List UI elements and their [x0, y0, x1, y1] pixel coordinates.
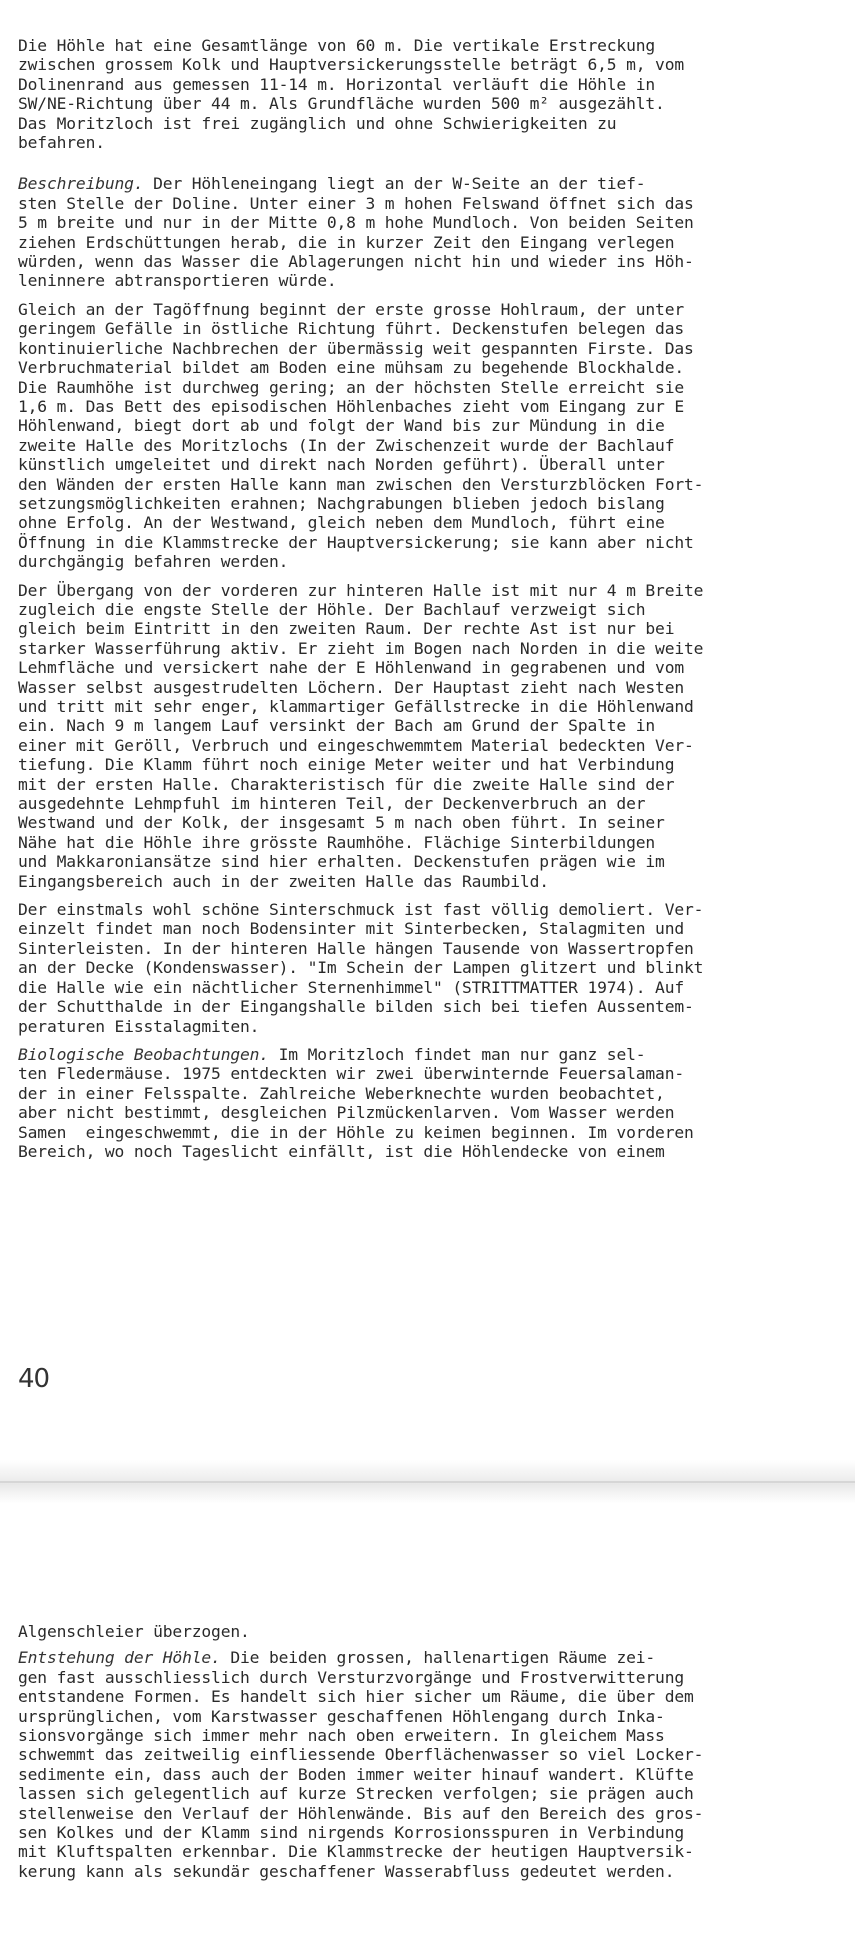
- page-break-divider: [0, 1481, 855, 1483]
- page-40: [18, 36, 848, 1170]
- paragraph-dimensions: Die Höhle hat eine Gesamtlänge von 60 m. Die vertikale Erstreckung zwischen grossem Kolk und Hauptversickerungsstelle beträgt 6,5 m, vom Dolinenrand aus gemessen 11-14 m. Horizontal verläuft die Höhle in SW/NE-Richtung über 44 m. Als Grundfläche wurden 500 m² ausgezählt. Das Moritzloch ist frei zugänglich und ohne Schwierigkeiten zu befahren.: [18, 36, 684, 153]
- paragraph-first-hall: Gleich an der Tagöffnung beginnt der erste grosse Hohlraum, der unter geringem Gefälle in östliche Richtung führt. Deckenstufen belegen das kontinuierliche Nachbrechen der übermässig weit gespannten Firste. Das Verbruchmaterial bildet am Boden eine mühsam zu begehende Blockhalde. Die Raumhöhe ist durchweg gering; an der höchsten Stelle erreicht sie 1,6 m. Das Bett des episodischen Höhlenbaches zieht vom Eingang zur E Höhlenwand, biegt dort ab und folgt der Wand bis zur Mündung in die zweite Halle des Moritzlochs (In der Zwischenzeit wurde der Bachlauf künstlich umgeleitet und direkt nach Norden geführt). Überall unter den Wänden der ersten Halle kann man zwischen den Versturzblöcken Fort- setzungsmöglichkeiten erahnen; Nachgrabungen blieben jedoch bislang ohne Erfolg. An der Westwand, gleich neben dem Mundloch, führt eine Öffnung in die Klammstrecke der Hauptversickerung; sie kann aber nicht durchgängig befahren werden.: [18, 299, 704, 572]
- paragraph-beschreibung: [18, 174, 848, 290]
- paragraph-continuation: Algenschleier überzogen.: [18, 1622, 250, 1641]
- paragraph-entstehung: [18, 1648, 848, 1881]
- paragraph-beschreibung-body: Der Höhleneingang liegt an der W-Seite an der tief- sten Stelle der Doline. Unter einer 3 m hohen Felswand öffnet sich das 5 m breite und nur in der Mitte 0,8 m hohe Mundloch. Von beiden Seiten ziehen Erdschüttungen herab, die in kurzer Zeit den Eingang verlegen würden, wenn das Wasser die Ablagerungen nicht hin und wieder ins Höh- leninnere abtransportieren würde.: [18, 174, 694, 291]
- section-heading-entstehung: Entstehung der Höhle.: [18, 1648, 221, 1668]
- page-number: 40: [18, 1364, 50, 1394]
- section-heading-beschreibung: Beschreibung.: [18, 174, 144, 194]
- paragraph-biologie: [18, 1045, 848, 1161]
- paragraph-entstehung-body: Die beiden grossen, hallenartigen Räume zei- gen fast ausschliesslich durch Versturzvorgänge und Frostverwitterung entstandene Formen. Es handelt sich hier sicher um Räume, die über dem ursprünglichen, vom Karstwasser geschaffenen Höhlengang durch Inka- sionsvorgänge sich immer mehr nach oben erweitern. In gleichem Mass schwemmt das zeitweilig einfliessende Oberflächenwasser so viel Locker- sedimente ein, dass auch der Boden immer weiter hinauf wandert. Klüfte lassen sich gelegentlich auf kurze Strecken verfolgen; sie prägen auch stellenweise den Verlauf der Höhlenwände. Bis auf den Bereich des gros- sen Kolkes und der Klamm sind nirgends Korrosionsspuren in Verbindung mit Kluftspalten erkennbar. Die Klammstrecke der heutigen Hauptversik- kerung kann als sekundär geschaffener Wasserabfluss gedeutet werden.: [18, 1648, 704, 1881]
- paragraph-second-hall: Der Übergang von der vorderen zur hinteren Halle ist mit nur 4 m Breite zugleich die engste Stelle der Höhle. Der Bachlauf verzweigt sich gleich beim Eintritt in den zweiten Raum. Der rechte Ast ist nur bei starker Wasserführung aktiv. Er zieht im Bogen nach Norden in die weite Lehmfläche und versickert nahe der E Höhlenwand in gegrabenen und vom Wasser selbst ausgestrudelten Löchern. Der Hauptast zieht nach Westen und tritt mit sehr enger, klammartiger Gefällstrecke in die Höhlenwand ein. Nach 9 m langem Lauf versinkt der Bach am Grund der Spalte in einer mit Geröll, Verbruch und eingeschwemmtem Material bedeckten Ver- tiefung. Die Klamm führt noch einige Meter weiter und hat Verbindung mit der ersten Halle. Charakteristisch für die zweite Halle sind der ausgedehnte Lehmpfuhl im hinteren Teil, der Deckenverbruch an der Westwand und der Kolk, der insgesamt 5 m nach oben führt. In seiner Nähe hat die Höhle ihre grösste Raumhöhe. Flächige Sinterbildungen und Makkaroniansätze sind hier erhalten. Deckenstufen prägen wie im Eingangsbereich auch in der zweiten Halle das Raumbild.: [18, 580, 704, 891]
- paragraph-biologie-body: Im Moritzloch findet man nur ganz sel- ten Fledermäuse. 1975 entdeckten wir zwei überwinternde Feuersalaman- der in einer Felsspalte. Zahlreiche Weberknechte wurden beobachtet, aber nicht bestimmt, desgleichen Pilzmückenlarven. Vom Wasser werden Samen eingeschwemmt, die in der Höhle zu keimen beginnen. Im vorderen Bereich, wo noch Tageslicht einfällt, ist die Höhlendecke von einem: [18, 1044, 694, 1161]
- section-heading-biologie: Biologische Beobachtungen.: [18, 1044, 269, 1064]
- paragraph-sinter: Der einstmals wohl schöne Sinterschmuck ist fast völlig demoliert. Ver- einzelt findet man noch Bodensinter mit Sinterbecken, Stalagmiten und Sinterleisten. In der hinteren Halle hängen Tausende von Wassertropfen an der Decke (Kondenswasser). "Im Schein der Lampen glitzert und blinkt die Halle wie ein nächtlicher Sternenhimmel" (STRITTMATTER 1974). Auf der Schutthalde in der Eingangshalle bilden sich bei tiefen Aussentem- peraturen Eisstalagmiten.: [18, 900, 704, 1036]
- page-41: [18, 1622, 848, 1888]
